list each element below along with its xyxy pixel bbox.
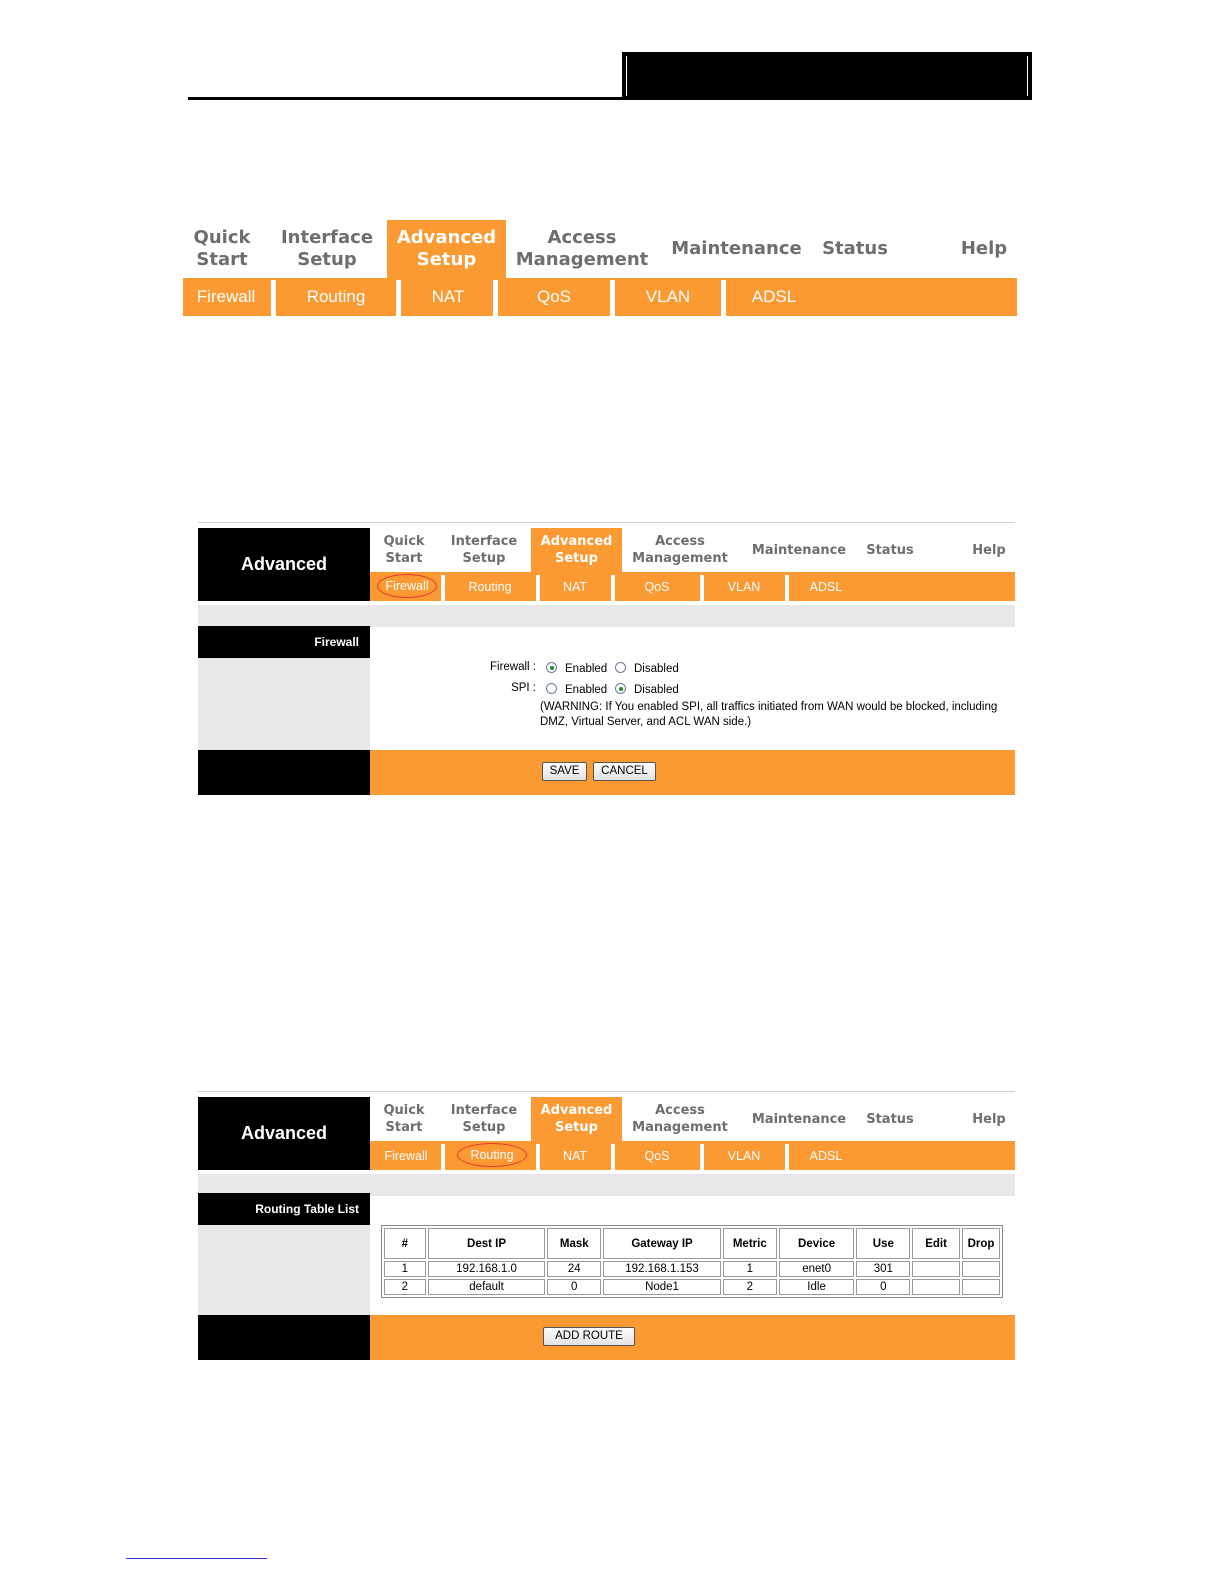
column-header: # [384,1228,426,1259]
tab-status[interactable]: Status [822,238,888,259]
firewall-disabled-radio[interactable] [615,662,626,673]
table-cell: Node1 [603,1279,721,1295]
menu-figure [183,220,1017,316]
drop-cell[interactable] [962,1261,1000,1277]
subtab-divider [271,280,276,316]
top-divider [198,522,1015,523]
warning-line: DMZ, Virtual Server, and ACL WAN side.) [540,716,752,728]
subtab-vlan[interactable]: VLAN [727,1149,761,1163]
main-menu [183,220,1017,278]
firewall-screen [198,522,1015,795]
firewall-label: Firewall : [489,661,536,673]
routing-screen [198,1091,1015,1360]
column-header: Edit [912,1228,960,1259]
subtab-vlan[interactable]: VLAN [727,580,761,594]
subtab-divider [441,1144,445,1170]
tab-access-management[interactable]: Access Management [632,534,728,566]
subtab-qos[interactable]: QoS [644,580,670,594]
subtab-divider [721,280,726,316]
left-panel [198,1225,370,1315]
left-panel [198,658,370,750]
tab-advanced-setup[interactable]: Advanced Setup [531,1097,622,1141]
subtab-qos[interactable]: QoS [644,1149,670,1163]
tab-advanced-setup[interactable]: Advanced Setup [387,220,506,278]
subtab-adsl[interactable]: ADSL [809,1149,843,1163]
subtab-nat[interactable]: NAT [562,580,588,594]
subtab-divider [536,1144,540,1170]
subtab-qos[interactable]: QoS [536,287,572,306]
column-header: Mask [547,1228,601,1259]
column-header: Metric [723,1228,777,1259]
warning-line: (WARNING: If You enabled SPI, all traffics initiated from WAN would be blocked, including [540,701,998,713]
subtab-vlan[interactable]: VLAN [645,287,691,306]
subtab-firewall[interactable]: Firewall [384,1149,428,1163]
table-cell: 192.168.1.0 [428,1261,546,1277]
tab-interface-setup[interactable]: Interface Setup [450,1103,518,1135]
sub-menu [183,278,1017,316]
tab-status[interactable]: Status [866,542,914,558]
table-cell: 2 [384,1279,426,1295]
firewall-disabled-label: Disabled [634,663,679,675]
table-cell: 301 [856,1261,910,1277]
edit-cell[interactable] [912,1261,960,1277]
tab-maintenance[interactable]: Maintenance [751,1111,847,1127]
table-cell: Idle [779,1279,855,1295]
table-row [384,1261,1000,1277]
table-cell: 1 [384,1261,426,1277]
footer-left [198,750,370,795]
subtab-adsl[interactable]: ADSL [751,287,797,306]
subtab-divider [441,575,445,601]
sub-menu [370,1141,1015,1170]
edit-cell[interactable] [912,1279,960,1295]
add-route-button[interactable]: ADD ROUTE [543,1327,635,1346]
footer-left [198,1315,370,1360]
subtab-divider [700,1144,704,1170]
spi-enabled-radio[interactable] [546,683,557,694]
tab-help[interactable]: Help [960,238,1008,259]
subtab-adsl[interactable]: ADSL [809,580,843,594]
subtab-nat[interactable]: NAT [562,1149,588,1163]
tab-interface-setup[interactable]: Interface Setup [280,227,374,270]
sub-menu [370,572,1015,601]
column-header: Drop [962,1228,1000,1259]
subtab-divider [785,575,789,601]
table-cell: enet0 [779,1261,855,1277]
tab-interface-setup[interactable]: Interface Setup [450,534,518,566]
save-button[interactable]: SAVE [542,762,587,781]
firewall-enabled-radio[interactable] [546,662,557,673]
table-cell: 24 [547,1261,601,1277]
subtab-divider [611,1144,615,1170]
tab-access-management[interactable]: Access Management [515,227,649,270]
table-cell: 192.168.1.153 [603,1261,721,1277]
tab-quick-start[interactable]: Quick Start [383,534,425,566]
subtab-firewall[interactable]: Firewall [196,287,256,306]
table-header-row [384,1228,1000,1259]
tab-status[interactable]: Status [866,1111,914,1127]
drop-cell[interactable] [962,1279,1000,1295]
table-cell: 1 [723,1261,777,1277]
subtab-divider [611,575,615,601]
subtab-nat[interactable]: NAT [431,287,465,306]
brand-label: Advanced [198,1097,370,1170]
subtab-divider [536,575,540,601]
tab-maintenance[interactable]: Maintenance [751,542,847,558]
subtab-divider [700,575,704,601]
section-title: Firewall [198,626,370,658]
subtab-divider [610,280,615,316]
firewall-enabled-label: Enabled [565,663,608,675]
spi-disabled-label: Disabled [634,684,679,696]
brand-label: Advanced [198,528,370,601]
spi-label: SPI : [511,682,536,694]
cancel-button[interactable]: CANCEL [593,762,656,781]
tab-help[interactable]: Help [972,1111,1006,1127]
header-black-bar [622,52,1032,100]
table-cell: default [428,1279,546,1295]
column-header: Use [856,1228,910,1259]
routing-table [381,1225,1003,1298]
footer-bar [370,1315,1015,1360]
spi-disabled-radio[interactable] [615,683,626,694]
subtab-divider [493,280,498,316]
tab-quick-start[interactable]: Quick Start [383,1103,425,1135]
subtab-routing[interactable]: Routing [457,1143,527,1167]
subtab-divider [396,280,401,316]
spi-warning [540,700,1010,730]
tab-advanced-setup[interactable]: Advanced Setup [531,528,622,572]
column-header: Gateway IP [603,1228,721,1259]
header-rule [188,97,624,100]
top-divider [198,1091,1015,1092]
footer-bar [370,750,1015,795]
gray-separator [198,605,1015,627]
table-cell: 0 [856,1279,910,1295]
footer-rule [126,1558,267,1559]
table-cell: 0 [547,1279,601,1295]
subtab-routing[interactable]: Routing [468,580,512,594]
column-header: Dest IP [428,1228,546,1259]
table-row [384,1279,1000,1295]
tab-access-management[interactable]: Access Management [632,1103,728,1135]
table-cell: 2 [723,1279,777,1295]
spi-enabled-label: Enabled [565,684,608,696]
subtab-divider [785,1144,789,1170]
subtab-routing[interactable]: Routing [306,287,366,306]
section-title: Routing Table List [198,1193,370,1225]
column-header: Device [779,1228,855,1259]
tab-maintenance[interactable]: Maintenance [671,238,802,259]
tab-help[interactable]: Help [972,542,1006,558]
tab-quick-start[interactable]: Quick Start [193,227,251,270]
subtab-firewall[interactable]: Firewall [377,574,437,598]
